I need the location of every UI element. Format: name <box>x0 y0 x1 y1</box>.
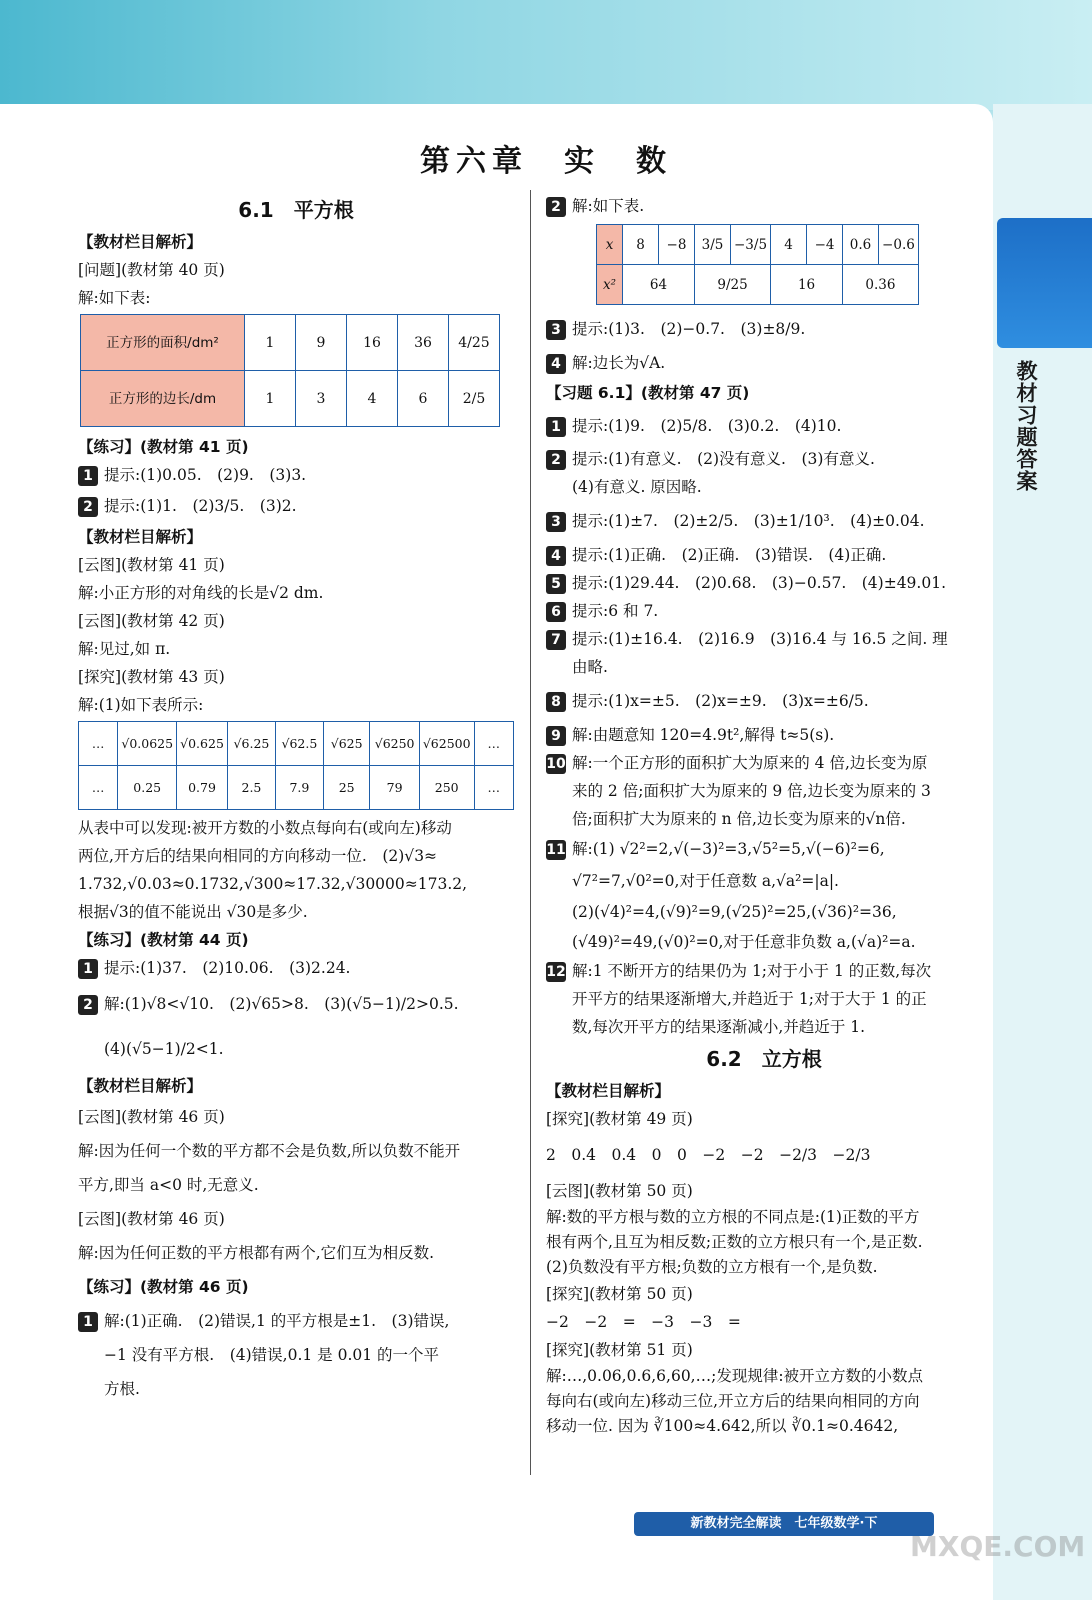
text-line: (√49)²=49,(√0)²=0,对于任意非负数 a,(√a)²=a. <box>572 933 916 951</box>
text-line: 2 0.4 0.4 0 0 −2 −2 −2/3 −2/3 <box>546 1146 871 1164</box>
text-line: [问题](教材第 40 页) <box>78 261 225 279</box>
text-line: 解:(1)如下表所示: <box>78 696 204 714</box>
question-number: 1 <box>78 1312 98 1332</box>
text-line: 提示:(1)有意义. (2)没有意义. (3)有意义. <box>572 450 875 468</box>
question-number: 8 <box>546 692 566 712</box>
text-line: 提示:(1)±16.4. (2)16.9 (3)16.4 与 16.5 之间. 理 <box>572 630 948 648</box>
section-heading: 【练习】(教材第 44 页) <box>78 931 249 949</box>
table-header: 正方形的面积/dm² <box>81 315 245 371</box>
text-line: 数,每次开平方的结果逐渐减小,并趋近于 1. <box>572 1018 866 1036</box>
question-number: 4 <box>546 354 566 374</box>
question-number: 2 <box>546 197 566 217</box>
text-line: 解:数的平方根与数的立方根的不同点是:(1)正数的平方 <box>546 1208 920 1226</box>
table-header: x² <box>597 265 623 305</box>
question-number: 5 <box>546 574 566 594</box>
question-number: 6 <box>546 602 566 622</box>
text-line: 倍;面积扩大为原来的 n 倍,边长变为原来的√n倍. <box>572 810 906 828</box>
table-cell: 1 <box>245 315 296 371</box>
question-number: 3 <box>546 320 566 340</box>
text-line: 从表中可以发现:被开方数的小数点每向右(或向左)移动 <box>78 819 452 837</box>
table-cell: 6 <box>398 371 449 427</box>
chapter-title: 第六章 实 数 <box>420 144 672 179</box>
text-line: 平方,即当 a<0 时,无意义. <box>78 1176 259 1194</box>
text-line: 提示:6 和 7. <box>572 602 659 620</box>
table-cell: … <box>474 722 513 766</box>
area-side-table <box>80 314 500 427</box>
table-cell: 4 <box>347 371 398 427</box>
question-number: 1 <box>546 417 566 437</box>
text-line: 根据√3的值不能说出 √30是多少. <box>78 903 308 921</box>
text-line: 提示:(1)29.44. (2)0.68. (3)−0.57. (4)±49.01. <box>572 574 946 592</box>
section-heading: 【习题 6.1】(教材第 47 页) <box>546 384 750 402</box>
text-line: 移动一位. 因为 ∛100≈4.642,所以 ∛0.1≈0.4642, <box>546 1417 899 1435</box>
table-cell: √62500 <box>419 722 474 766</box>
table-cell: 16 <box>771 265 843 305</box>
table-cell: 4 <box>771 225 807 265</box>
text-line: 解:如下表: <box>78 289 151 307</box>
text-line: 提示:(1)1. (2)3/5. (3)2. <box>104 497 297 515</box>
table-cell: 64 <box>623 265 695 305</box>
table-header: 正方形的边长/dm <box>81 371 245 427</box>
table-cell: … <box>79 722 118 766</box>
table-cell: √6.25 <box>227 722 275 766</box>
section-heading: 【教材栏目解析】 <box>78 233 203 251</box>
table-cell: √625 <box>323 722 370 766</box>
table-cell: √62.5 <box>275 722 323 766</box>
section-heading: 【练习】(教材第 41 页) <box>78 438 249 456</box>
text-line: 提示:(1)x=±5. (2)x=±9. (3)x=±6/5. <box>572 692 869 710</box>
text-line: 解:小正方形的对角线的长是√2 dm. <box>78 584 324 602</box>
table-cell: −4 <box>807 225 843 265</box>
table-cell: 2/5 <box>449 371 500 427</box>
section-title: 6.1 平方根 <box>238 198 354 222</box>
question-number: 2 <box>546 450 566 470</box>
text-line: [探究](教材第 51 页) <box>546 1341 693 1359</box>
table-cell: 250 <box>419 766 474 810</box>
text-line: (2)(√4)²=4,(√9)²=9,(√25)²=25,(√36)²=36, <box>572 903 897 921</box>
question-number: 1 <box>78 959 98 979</box>
text-line: 每向右(或向左)移动三位,开立方后的结果向相同的方向 <box>546 1392 920 1410</box>
text-line: 根有两个,且互为相反数;正数的立方根只有一个,是正数. <box>546 1233 923 1251</box>
footer-banner: 新教材完全解读 七年级数学·下 <box>634 1512 934 1536</box>
text-line: 由略. <box>572 658 608 676</box>
question-number: 12 <box>546 964 566 980</box>
table-header: x <box>597 225 623 265</box>
watermark: MXQE.COM <box>910 1530 1086 1563</box>
table-cell: 36 <box>398 315 449 371</box>
text-line: 解:…,0.06,0.6,6,60,…;发现规律:被开立方数的小数点 <box>546 1367 924 1385</box>
table-cell: 1 <box>245 371 296 427</box>
table-cell: √6250 <box>370 722 419 766</box>
table-cell: 0.25 <box>118 766 177 810</box>
text-line: (2)负数没有平方根;负数的立方根有一个,是负数. <box>546 1258 878 1276</box>
table-cell: 0.79 <box>177 766 228 810</box>
section-heading: 【教材栏目解析】 <box>78 528 203 546</box>
question-number: 10 <box>546 756 566 772</box>
text-line: 两位,开方后的结果向相同的方向移动一位. (2)√3≈ <box>78 847 438 865</box>
table-cell: 25 <box>323 766 370 810</box>
text-line: 解:因为任何正数的平方根都有两个,它们互为相反数. <box>78 1244 435 1262</box>
text-line: 提示:(1)正确. (2)正确. (3)错误. (4)正确. <box>572 546 887 564</box>
table-cell: 9 <box>296 315 347 371</box>
text-line: 提示:(1)±7. (2)±2/5. (3)±1/10³. (4)±0.04. <box>572 512 925 530</box>
text-line: [云图](教材第 41 页) <box>78 556 225 574</box>
left-column <box>78 192 514 1406</box>
text-line: 提示:(1)37. (2)10.06. (3)2.24. <box>104 959 351 977</box>
section-heading: 【练习】(教材第 46 页) <box>78 1278 249 1296</box>
top-background-band <box>0 0 1092 110</box>
text-line: [云图](教材第 50 页) <box>546 1182 693 1200</box>
text-line: 解:(1) √2²=2,√(−3)²=3,√5²=5,√(−6)²=6, <box>572 840 885 858</box>
question-number: 3 <box>546 512 566 532</box>
text-line: [云图](教材第 46 页) <box>78 1108 225 1126</box>
question-number: 2 <box>78 497 98 517</box>
question-number: 1 <box>78 466 98 486</box>
section-heading: 【教材栏目解析】 <box>78 1077 203 1095</box>
section-title: 6.2 立方根 <box>706 1047 822 1071</box>
text-line: [探究](教材第 49 页) <box>546 1110 693 1128</box>
table-cell: √0.0625 <box>118 722 177 766</box>
text-line: 解:因为任何一个数的平方都不会是负数,所以负数不能开 <box>78 1142 461 1160</box>
text-line: −1 没有平方根. (4)错误,0.1 是 0.01 的一个平 <box>104 1346 440 1364</box>
text-line: 解:边长为√A. <box>572 354 666 372</box>
text-line: [探究](教材第 50 页) <box>546 1285 693 1303</box>
table-cell: 0.6 <box>843 225 879 265</box>
text-line: 解:见过,如 π. <box>78 640 171 658</box>
question-number: 4 <box>546 546 566 566</box>
table-cell: 0.36 <box>843 265 919 305</box>
section-heading: 【教材栏目解析】 <box>546 1082 671 1100</box>
text-line: [云图](教材第 42 页) <box>78 612 225 630</box>
text-line: 提示:(1)3. (2)−0.7. (3)±8/9. <box>572 320 806 338</box>
text-line: 解:1 不断开方的结果仍为 1;对于小于 1 的正数,每次 <box>572 962 932 980</box>
text-line: [云图](教材第 46 页) <box>78 1210 225 1228</box>
table-cell: 3 <box>296 371 347 427</box>
square-table <box>596 224 919 305</box>
question-number: 7 <box>546 630 566 650</box>
table-cell: 7.9 <box>275 766 323 810</box>
question-number: 2 <box>78 995 98 1015</box>
table-cell: −0.6 <box>879 225 919 265</box>
question-number: 11 <box>546 842 566 858</box>
text-line: 解:由题意知 120=4.9t²,解得 t≈5(s). <box>572 726 835 744</box>
text-line: 1.732,√0.03≈0.1732,√300≈17.32,√30000≈173.2, <box>78 875 468 893</box>
side-label: 教材习题答案 <box>1014 360 1039 492</box>
table-cell: … <box>79 766 118 810</box>
table-cell: −8 <box>659 225 695 265</box>
text-line: 提示:(1)0.05. (2)9. (3)3. <box>104 466 307 484</box>
text-line: −2 −2 = −3 −3 = <box>546 1313 741 1331</box>
right-column <box>546 192 982 1439</box>
table-cell: 9/25 <box>695 265 771 305</box>
table-cell: … <box>474 766 513 810</box>
text-line: √7²=7,√0²=0,对于任意数 a,√a²=|a|. <box>572 872 839 890</box>
question-number: 9 <box>546 726 566 746</box>
text-line: 方根. <box>104 1380 140 1398</box>
table-cell: −3/5 <box>731 225 771 265</box>
table-cell: 79 <box>370 766 419 810</box>
text-line: 提示:(1)9. (2)5/8. (3)0.2. (4)10. <box>572 417 842 435</box>
text-line: (4)有意义. 原因略. <box>572 478 702 496</box>
text-line: 来的 2 倍;面积扩大为原来的 9 倍,边长变为原来的 3 <box>572 782 931 800</box>
text-line: 开平方的结果逐渐增大,并趋近于 1;对于大于 1 的正 <box>572 990 927 1008</box>
text-line: 解:(1)正确. (2)错误,1 的平方根是±1. (3)错误, <box>104 1312 450 1330</box>
text-line: 解:如下表. <box>572 197 645 215</box>
table-cell: √0.625 <box>177 722 228 766</box>
chapter-tab <box>997 218 1092 348</box>
sqrt-table <box>78 721 514 810</box>
table-cell: 3/5 <box>695 225 731 265</box>
column-divider <box>530 190 531 1475</box>
table-cell: 8 <box>623 225 659 265</box>
text-line: (4)(√5−1)/2<1. <box>104 1040 224 1058</box>
table-cell: 2.5 <box>227 766 275 810</box>
table-cell: 16 <box>347 315 398 371</box>
text-line: [探究](教材第 43 页) <box>78 668 225 686</box>
table-cell: 4/25 <box>449 315 500 371</box>
text-line: 解:(1)√8<√10. (2)√65>8. (3)(√5−1)/2>0.5. <box>104 995 459 1013</box>
text-line: 解:一个正方形的面积扩大为原来的 4 倍,边长变为原 <box>572 754 928 772</box>
